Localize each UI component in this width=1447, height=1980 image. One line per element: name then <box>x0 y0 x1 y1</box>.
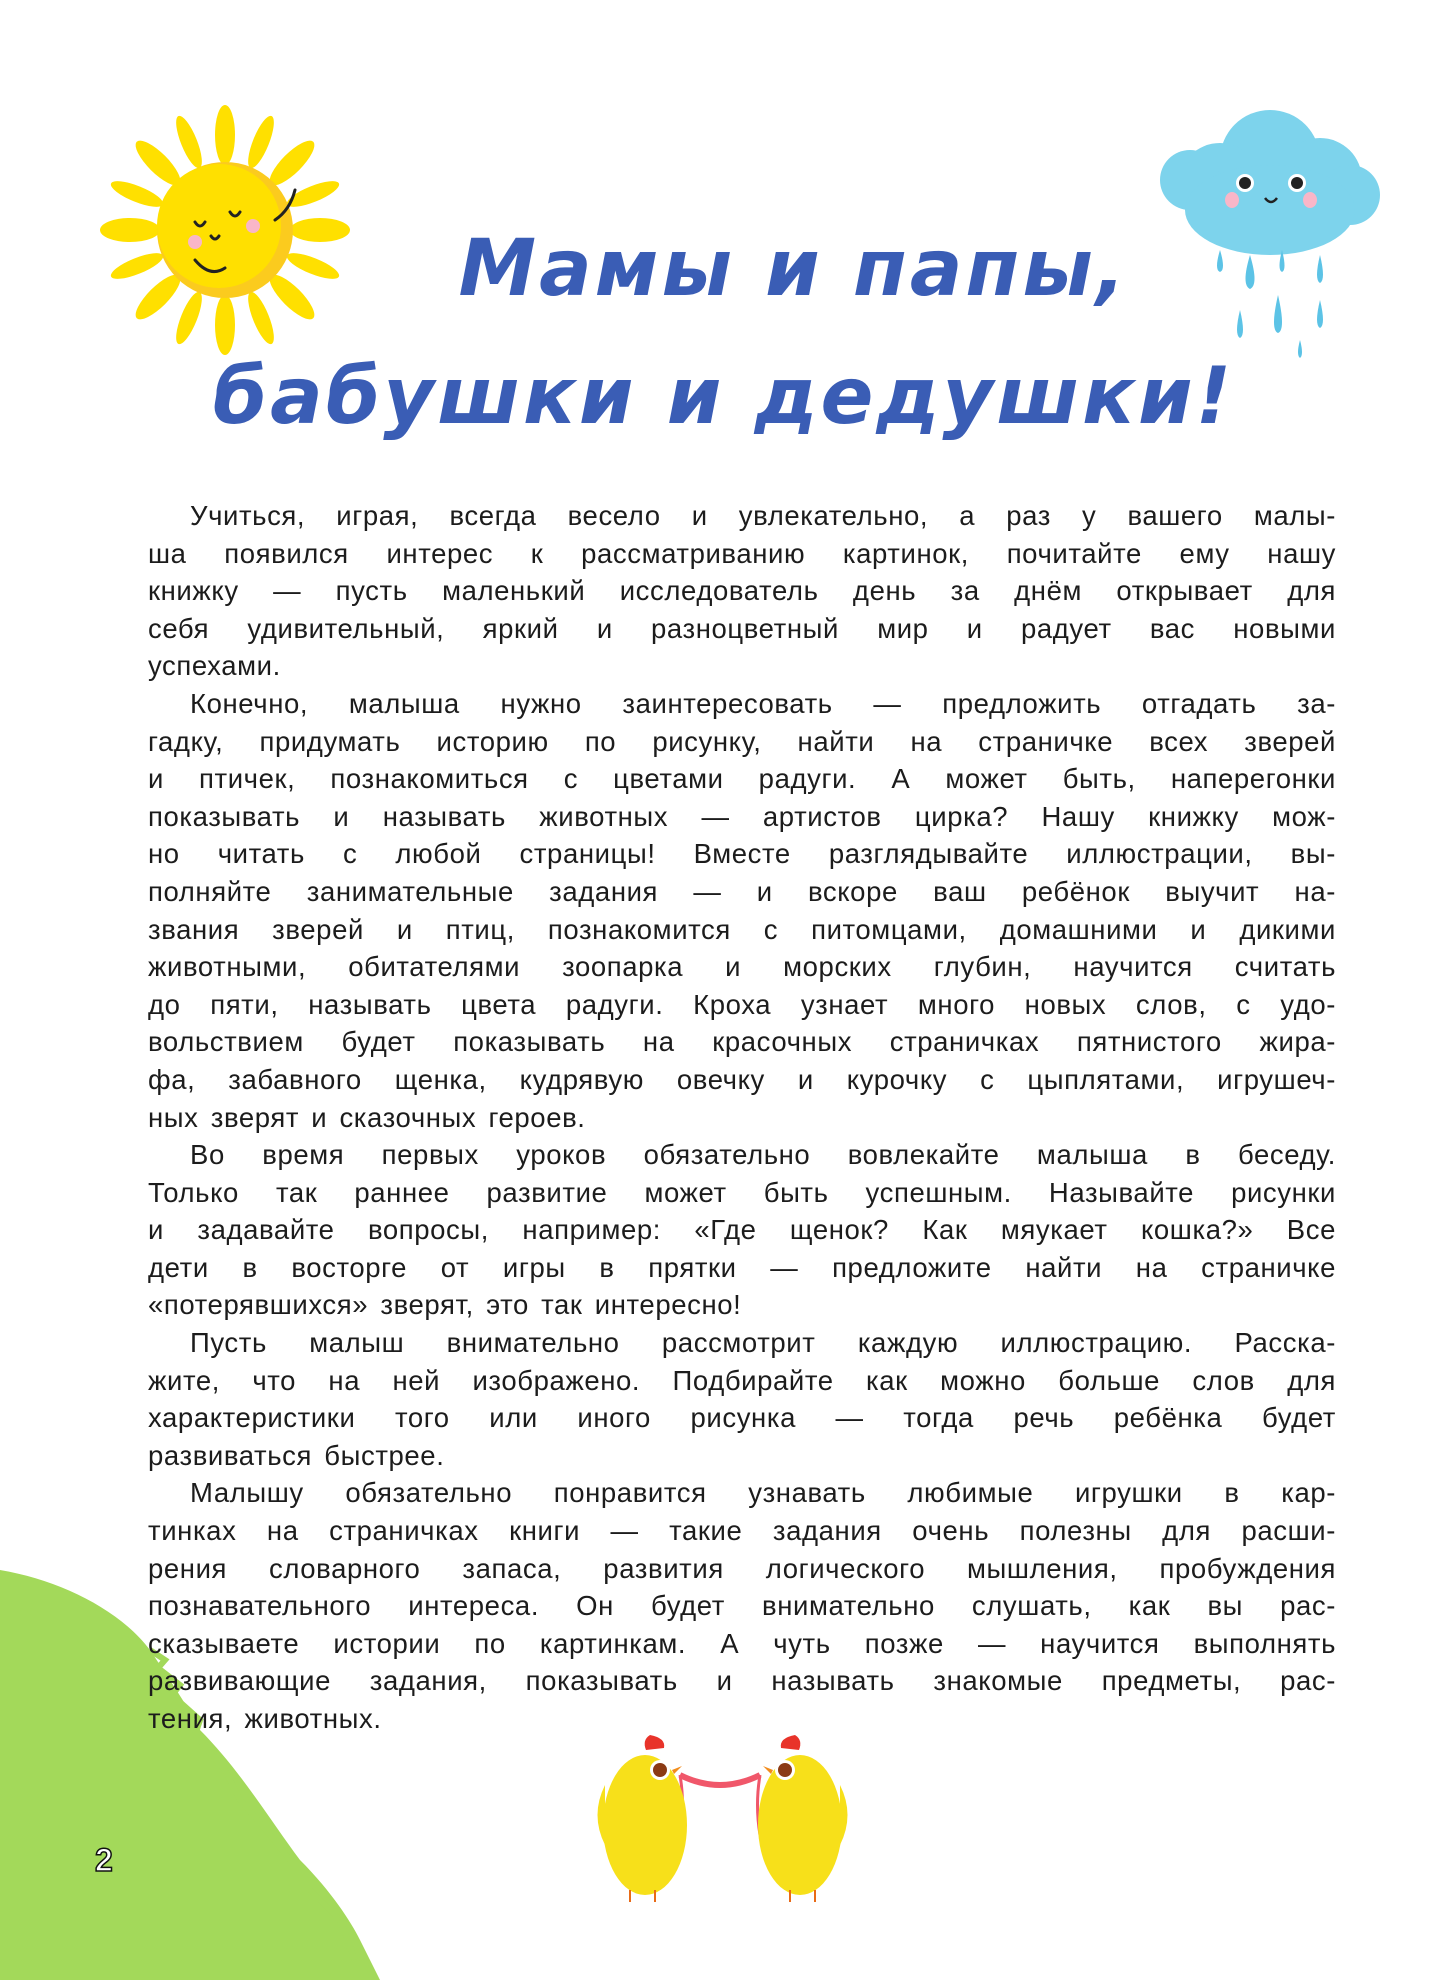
paragraph <box>148 1474 1336 1737</box>
text-line: гадку, придумать историю по рисунку, найти на страничке всех зверей <box>148 725 1336 757</box>
chicks-with-ribbon-illustration <box>560 1725 960 1905</box>
chick-left <box>598 1735 688 1902</box>
text-line: Учиться, играя, всегда весело и увлекательно, а раз у вашего малы- <box>190 500 1336 531</box>
text-line: себя удивительный, яркий и разноцветный мир и радует вас новыми <box>148 612 1336 644</box>
text-line: но читать с любой страницы! Вместе разглядывайте иллюстрации, вы- <box>148 838 1336 870</box>
text-line: звания зверей и птиц, познакомится с питомцами, домашними и дикими <box>148 913 1336 945</box>
text-line: фа, забавного щенка, кудрявую овечку и курочку с цыплятами, игрушеч- <box>148 1063 1336 1095</box>
text-line: характеристики того или иного рисунка — тогда речь ребёнка будет <box>148 1402 1336 1434</box>
text-line: «потерявшихся» зверят, это так интересно! <box>148 1289 742 1321</box>
text-line: развивающие задания, показывать и называть знакомые предметы, рас- <box>148 1665 1336 1697</box>
text-line: и птичек, познакомиться с цветами радуги. А может быть, наперегонки <box>148 763 1336 795</box>
text-line: рения словарного запаса, развития логического мышления, пробуждения <box>148 1552 1336 1584</box>
text-line: успехами. <box>148 650 281 682</box>
text-line: показывать и называть животных — артистов цирка? Нашу книжку мож- <box>148 800 1336 832</box>
text-line: животными, обитателями зоопарка и морских глубин, научится считать <box>148 951 1336 983</box>
text-line: ша появился интерес к рассматриванию картинок, почитайте ему нашу <box>148 537 1336 569</box>
text-line: Только так раннее развитие может быть успешным. Называйте рисунки <box>148 1176 1336 1208</box>
text-line: развиваться быстрее. <box>148 1439 445 1471</box>
text-line: сказываете истории по картинкам. А чуть позже — научится выполнять <box>148 1627 1336 1659</box>
title-line-1: Мамы и папы, <box>458 224 1129 314</box>
text-line: тения, животных. <box>148 1703 382 1734</box>
text-line: Малышу обязательно понравится узнавать любимые игрушки в кар- <box>190 1477 1336 1509</box>
text-line: жите, что на ней изображено. Подбирайте как можно больше слов для <box>148 1364 1336 1396</box>
text-line: вольствием будет показывать на красочных страничках пятнистого жира- <box>148 1026 1336 1058</box>
text-line: дети в восторге от игры в прятки — предложите найти на страничке <box>148 1251 1336 1283</box>
chick-right <box>758 1735 848 1902</box>
paragraph <box>148 685 1336 1136</box>
paragraph <box>148 1324 1336 1474</box>
text-line: Пусть малыш внимательно рассмотрит каждую иллюстрацию. Расска- <box>190 1327 1336 1359</box>
text-line: до пяти, называть цвета радуги. Кроха узнает много новых слов, с удо- <box>148 988 1336 1020</box>
body-text <box>148 497 1336 1738</box>
page-number: 2 <box>95 1842 113 1878</box>
text-line: познавательного интереса. Он будет внимательно слушать, как вы рас- <box>148 1590 1336 1622</box>
text-line: ных зверят и сказочных героев. <box>148 1101 586 1133</box>
page-title <box>0 205 1447 461</box>
paragraph <box>148 1136 1336 1324</box>
text-line: книжку — пусть маленький исследователь день за днём открывает для <box>148 575 1336 607</box>
text-line: и задавайте вопросы, например: «Где щенок? Как мяукает кошка?» Все <box>148 1214 1336 1246</box>
text-line: полняйте занимательные задания — и вскоре ваш ребёнок выучит на- <box>148 875 1336 907</box>
title-line-2: бабушки и дедушки! <box>212 352 1235 442</box>
paragraph <box>148 497 1336 685</box>
text-line: тинках на страничках книги — такие задания очень полезны для расши- <box>148 1515 1336 1547</box>
text-line: Во время первых уроков обязательно вовлекайте малыша в беседу. <box>190 1139 1336 1171</box>
text-line: Конечно, малыша нужно заинтересовать — предложить отгадать за- <box>190 687 1336 719</box>
